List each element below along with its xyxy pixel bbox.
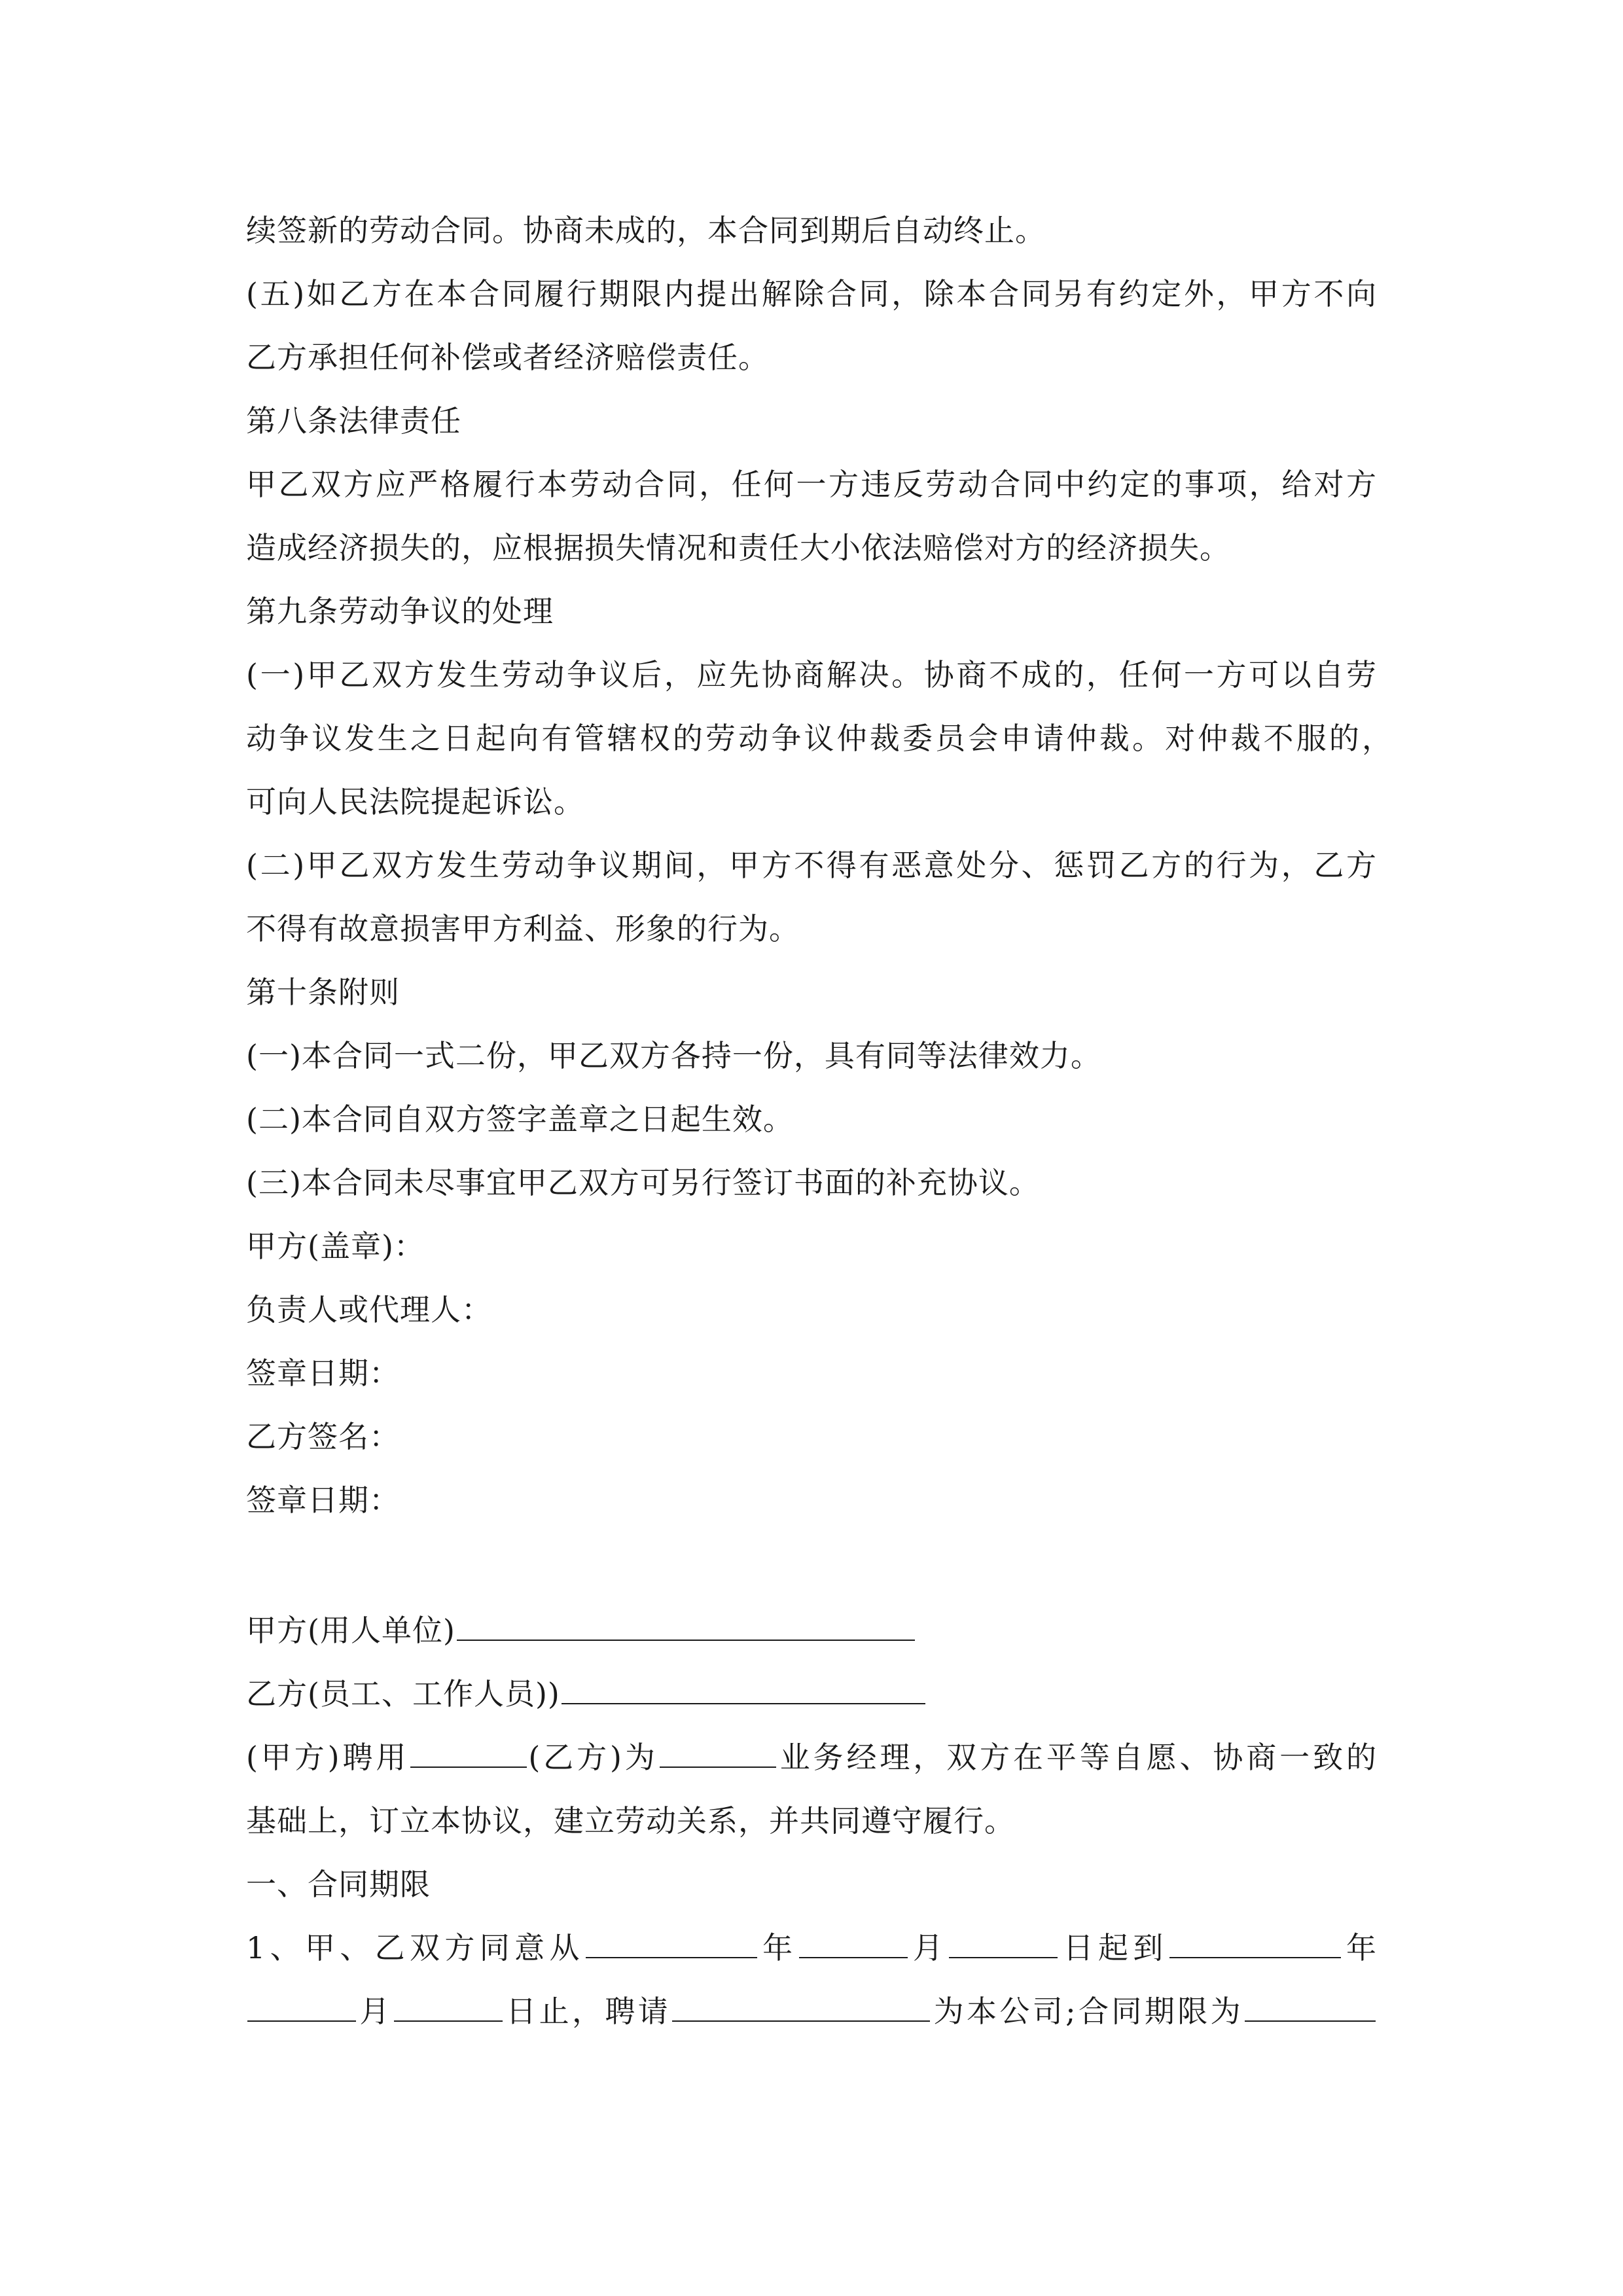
article-9-heading: 第九条劳动争议的处理: [246, 594, 554, 629]
term-length-blank[interactable]: [1245, 1992, 1376, 2022]
section-1-heading: 一、合同期限: [246, 1867, 431, 1902]
hire-employee-blank[interactable]: [410, 1738, 527, 1768]
party-b-blank[interactable]: [562, 1674, 925, 1704]
article-9-clause-1-line-1: (一)甲乙双方发生劳动争议后，应先协商解决。协商不成的，任何一方可以自劳: [246, 657, 1377, 692]
start-day-blank[interactable]: [949, 1928, 1058, 1958]
clause-5-line-2: 乙方承担任何补偿或者经济赔偿责任。: [246, 340, 769, 375]
article-10-clause-3: (三)本合同未尽事宜甲乙双方可另行签订书面的补充协议。: [246, 1165, 1040, 1200]
year-end-label: 年: [1342, 1930, 1378, 1965]
party-b-row: [246, 1674, 927, 1713]
hire-role-text: 业务经理，双方在平等自愿、协商一致的: [777, 1740, 1377, 1775]
hire-row: [246, 1738, 1377, 1777]
article-10-heading: 第十条附则: [246, 975, 400, 1010]
party-a-seal-label: 甲方(盖章)：: [246, 1229, 425, 1264]
article-9-clause-2-line-1: (二)甲乙双方发生劳动争议期间，甲方不得有恶意处分、惩罚乙方的行为，乙方: [246, 848, 1377, 883]
day-until-label: 日止，聘请: [503, 1994, 671, 2029]
term-prefix: 1、甲、乙双方同意从: [246, 1930, 584, 1965]
article-10-clause-1: (一)本合同一式二份，甲乙双方各持一份，具有同等法律效力。: [246, 1038, 1101, 1073]
end-day-blank[interactable]: [394, 1992, 503, 2022]
party-b-label: 乙方(员工、工作人员)): [246, 1676, 560, 1712]
article-9-clause-1-line-2: 动争议发生之日起向有管辖权的劳动争议仲裁委员会申请仲裁。对仲裁不服的，: [246, 721, 1393, 756]
article-9-clause-2-line-2: 不得有故意损害甲方利益、形象的行为。: [246, 911, 800, 946]
start-month-blank[interactable]: [799, 1928, 908, 1958]
party-b-sign-label: 乙方签名：: [246, 1419, 400, 1454]
clause-5-line-1: (五)如乙方在本合同履行期限内提出解除合同，除本合同另有约定外，甲方不向: [246, 276, 1377, 312]
responsible-person-label: 负责人或代理人：: [246, 1292, 492, 1327]
month-end-label: 月: [357, 1994, 393, 2029]
hire-party-b: (乙方)为: [528, 1740, 658, 1775]
party-a-row: [246, 1611, 916, 1650]
paragraph-line: 续签新的劳动合同。协商未成的，本合同到期后自动终止。: [246, 213, 1046, 248]
article-9-clause-1-line-3: 可向人民法院提起诉讼。: [246, 784, 584, 819]
position-blank[interactable]: [672, 1992, 930, 2022]
sign-date-a-label: 签章日期：: [246, 1355, 400, 1391]
year-label: 年: [758, 1930, 798, 1965]
party-a-blank[interactable]: [457, 1611, 915, 1641]
month-label: 月: [908, 1930, 948, 1965]
article-8-line-2: 造成经济损失的，应根据损失情况和责任大小依法赔偿对方的经济损失。: [246, 530, 1230, 565]
term-row-2: [246, 1992, 1377, 2031]
day-from-label: 日起到: [1059, 1930, 1168, 1965]
party-a-label: 甲方(用人单位): [246, 1613, 455, 1648]
hire-role-blank[interactable]: [660, 1738, 776, 1768]
end-month-blank[interactable]: [247, 1992, 356, 2022]
sign-date-b-label: 签章日期：: [246, 1482, 400, 1518]
start-year-blank[interactable]: [586, 1928, 757, 1958]
hire-intro: (甲方)聘用: [246, 1740, 410, 1775]
hire-line-2: 基础上，订立本协议，建立劳动关系，并共同遵守履行。: [246, 1803, 1015, 1839]
term-row-1: [246, 1928, 1377, 1967]
end-year-blank[interactable]: [1169, 1928, 1341, 1958]
article-8-heading: 第八条法律责任: [246, 403, 461, 439]
article-10-clause-2: (二)本合同自双方签字盖章之日起生效。: [246, 1102, 794, 1137]
as-company-label: 为本公司;合同期限为: [931, 1994, 1244, 2029]
article-8-line-1: 甲乙双方应严格履行本劳动合同，任何一方违反劳动合同中约定的事项，给对方: [246, 467, 1377, 502]
